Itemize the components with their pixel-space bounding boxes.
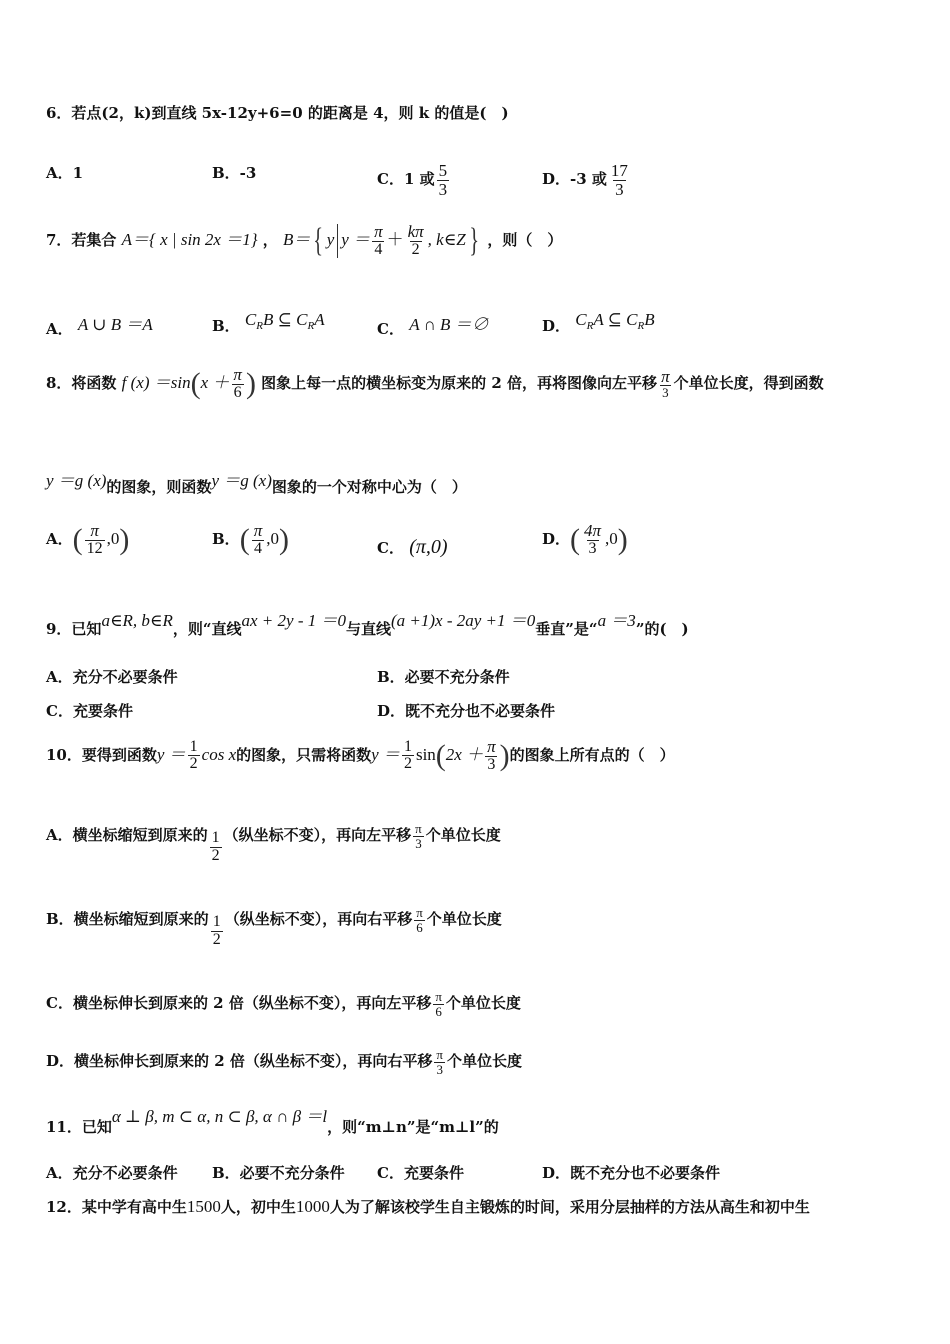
option-a-label: A． bbox=[46, 529, 73, 548]
q10-mid: 的图象，只需将函数 bbox=[236, 745, 372, 764]
option-d-label: D． bbox=[542, 317, 571, 335]
high-school-count: 1500 bbox=[186, 1197, 221, 1216]
fraction-pi-6 bbox=[231, 366, 244, 402]
left-paren: ( bbox=[435, 738, 446, 772]
fraction bbox=[609, 162, 630, 199]
numerator: 1 bbox=[211, 829, 220, 847]
numerator: π bbox=[416, 905, 423, 920]
fraction bbox=[582, 522, 603, 558]
fraction bbox=[85, 522, 105, 558]
question-9-stem bbox=[46, 606, 689, 639]
q9-t4: ”的( ) bbox=[635, 620, 689, 638]
numerator: 17 bbox=[610, 161, 628, 180]
numerator: π bbox=[253, 521, 263, 540]
q8-line2-tail: 图象的一个对称中心为（ ） bbox=[271, 478, 467, 496]
subscript-r: R bbox=[637, 320, 645, 332]
k-in-z: , k∈Z bbox=[427, 230, 466, 249]
fraction-pi bbox=[414, 906, 425, 934]
option-b: B．必要不充分条件 bbox=[377, 668, 510, 686]
fraction bbox=[252, 522, 265, 558]
option-b-text: B．横坐标缩短到原来的 bbox=[46, 910, 209, 929]
fraction-pi bbox=[433, 990, 444, 1018]
option-c-text: C．横坐标伸长到原来的 2 倍（纵坐标不变），再向左平移 bbox=[46, 994, 432, 1013]
option-c-label: C． bbox=[377, 539, 404, 557]
option-c-label: C． bbox=[377, 320, 404, 338]
q12-t1: 12．某中学有高中生 bbox=[46, 1198, 187, 1216]
question-8-options bbox=[46, 522, 926, 572]
left-paren: ( bbox=[72, 522, 83, 556]
x-plus: x ＋ bbox=[200, 372, 230, 392]
right-brace: } bbox=[469, 222, 479, 259]
denominator: 3 bbox=[662, 385, 669, 401]
option-a bbox=[46, 822, 501, 865]
left-paren: ( bbox=[570, 522, 581, 556]
option-b-mid: （纵坐标不变），再向右平移 bbox=[224, 910, 413, 929]
set-letter: A bbox=[314, 310, 325, 329]
question-6-stem: 6．若点(2，k)到直线 5x-12y+6=0 的距离是 4，则 k 的值是( ) bbox=[46, 104, 509, 122]
option-c-tail: 个单位长度 bbox=[445, 994, 521, 1013]
numerator: π bbox=[90, 521, 99, 540]
option-d bbox=[542, 522, 628, 558]
right-paren: ) bbox=[617, 522, 628, 556]
question-7-options bbox=[46, 306, 926, 336]
middle-school-count: 1000 bbox=[295, 1197, 330, 1216]
function-g: y ＝g (x) bbox=[46, 471, 107, 490]
fraction-pi bbox=[413, 822, 424, 850]
option-d-tail: 个单位长度 bbox=[446, 1052, 522, 1071]
numerator: 4π bbox=[584, 521, 602, 540]
numerator: 1 bbox=[189, 737, 198, 755]
q7-lead: 7．若集合 bbox=[46, 231, 117, 249]
q7-comma: ， bbox=[262, 231, 278, 249]
denominator: 6 bbox=[435, 1003, 442, 1019]
option-c-math: (π,0) bbox=[409, 536, 448, 558]
fraction-kpi-2 bbox=[406, 223, 426, 259]
option-d bbox=[46, 1048, 522, 1076]
option-a bbox=[46, 522, 129, 558]
numerator: π bbox=[374, 222, 383, 242]
numerator: kπ bbox=[407, 222, 424, 242]
denominator: 4 bbox=[374, 241, 383, 259]
q8-tail: 个单位长度，得到函数 bbox=[673, 373, 824, 392]
denominator: 3 bbox=[487, 755, 496, 773]
set-letter: B bbox=[644, 310, 655, 329]
denominator: 2 bbox=[403, 755, 412, 773]
option-b-label: B． bbox=[212, 529, 240, 548]
option-a-tail: 个单位长度 bbox=[425, 826, 501, 845]
option-a: A．充分不必要条件 bbox=[46, 1164, 178, 1182]
option-a-label: A． bbox=[46, 320, 73, 338]
q8-lead: 8．将函数 bbox=[46, 373, 117, 392]
denominator: 12 bbox=[86, 539, 103, 557]
q9-condition: a∈R, b∈R bbox=[101, 611, 173, 630]
option-c bbox=[377, 162, 451, 199]
subset-expression: B ⊆ C bbox=[263, 310, 308, 329]
denominator: 6 bbox=[416, 919, 423, 935]
option-d-text: D．横坐标伸长到原来的 2 倍（纵坐标不变），再向右平移 bbox=[46, 1052, 433, 1071]
set-a-expression: A＝{ x | sin 2x ＝1} bbox=[121, 230, 258, 249]
option-d-label: D．-3 或 bbox=[542, 170, 607, 188]
q9-t1: ，则“直线 bbox=[172, 620, 242, 638]
q9-lead: 9．已知 bbox=[46, 620, 102, 638]
numerator: π bbox=[487, 737, 496, 756]
numerator: 1 bbox=[403, 737, 412, 755]
option-a-math: A ∪ B ＝A bbox=[77, 315, 153, 334]
denominator: 3 bbox=[615, 179, 624, 199]
denominator: 4 bbox=[253, 539, 262, 557]
question-8-stem-line-2 bbox=[46, 466, 467, 497]
denominator: 2 bbox=[411, 241, 420, 259]
y2-lhs: y ＝ bbox=[371, 744, 400, 764]
q9-t2: 与直线 bbox=[346, 620, 392, 638]
q11-condition: α ⊥ β, m ⊂ α, n ⊂ β, α ∩ β ＝l bbox=[111, 1107, 328, 1126]
complement-c: C bbox=[575, 310, 587, 329]
numerator: π bbox=[661, 366, 670, 386]
question-11-stem bbox=[46, 1102, 499, 1137]
option-b-math bbox=[244, 310, 325, 332]
fraction-pi-3 bbox=[659, 368, 672, 400]
sin-function: sin bbox=[415, 744, 436, 764]
subscript-r: R bbox=[586, 320, 594, 332]
left-brace: { bbox=[313, 222, 324, 259]
option-c bbox=[377, 310, 489, 339]
option-a-mid: （纵坐标不变），再向左平移 bbox=[223, 826, 412, 845]
numerator: π bbox=[436, 1047, 443, 1062]
denominator: 2 bbox=[212, 930, 221, 948]
option-d bbox=[542, 162, 632, 199]
q8-line2-mid: 的图象，则函数 bbox=[106, 478, 212, 496]
option-a-text: A．横坐标缩短到原来的 bbox=[46, 826, 208, 845]
option-b-label: B． bbox=[212, 317, 240, 335]
q9-t3: 垂直”是“ bbox=[535, 620, 598, 638]
denominator: 3 bbox=[436, 1061, 443, 1077]
fraction-1-2 bbox=[188, 739, 200, 774]
fraction-1-2 bbox=[210, 830, 222, 865]
q11-lead: 11．已知 bbox=[46, 1118, 112, 1136]
option-c-math: A ∩ B ＝∅ bbox=[409, 315, 489, 334]
subscript-r: R bbox=[307, 320, 315, 332]
set-b-eq: y ＝ bbox=[341, 230, 371, 249]
option-a: A．1 bbox=[46, 164, 84, 182]
q12-t3: 人为了解该校学生自主锻炼的时间，采用分层抽样的方法从高生和初中生 bbox=[329, 1198, 810, 1216]
option-c: C．充要条件 bbox=[377, 1164, 464, 1182]
set-b-var: y bbox=[326, 230, 335, 249]
option-d bbox=[542, 310, 655, 336]
q11-tail: ，则“m⊥n”是“m⊥l”的 bbox=[327, 1118, 499, 1136]
subscript-r: R bbox=[256, 320, 263, 332]
left-paren: ( bbox=[190, 366, 201, 400]
denominator: 2 bbox=[211, 846, 220, 864]
numerator: π bbox=[435, 989, 442, 1004]
q8-mid: 图象上每一点的横坐标变为原来的 2 倍，再将图像向左平移 bbox=[261, 373, 658, 392]
option-c: C．充要条件 bbox=[46, 702, 133, 720]
option-b bbox=[212, 310, 325, 336]
q12-t2: 人，初中生 bbox=[220, 1198, 296, 1216]
option-b bbox=[46, 906, 502, 949]
numerator: π bbox=[233, 365, 242, 384]
fraction bbox=[437, 162, 450, 199]
option-c bbox=[377, 536, 448, 559]
q10-tail: 的图象上所有点的（ ） bbox=[509, 745, 675, 764]
line-2-equation: (a +1)x - 2ay +1 ＝0 bbox=[391, 611, 536, 630]
question-7-stem bbox=[46, 222, 562, 260]
numerator: 5 bbox=[438, 161, 448, 180]
y1-lhs: y ＝ bbox=[156, 744, 186, 764]
numerator: 1 bbox=[212, 913, 221, 931]
fraction-pi-4 bbox=[372, 223, 385, 259]
right-paren: ) bbox=[119, 522, 130, 556]
line-1-equation: ax + 2y - 1 ＝0 bbox=[241, 611, 346, 630]
right-paren: ) bbox=[499, 738, 510, 772]
right-paren: ) bbox=[278, 522, 289, 556]
subset-expression: A ⊆ C bbox=[593, 310, 638, 329]
function-f: f (x) ＝sin bbox=[121, 372, 191, 392]
option-d-rest: ,0 bbox=[605, 528, 618, 548]
a-equals-3: a ＝3 bbox=[597, 611, 636, 630]
inner-2x-plus: 2x ＋ bbox=[445, 744, 484, 764]
fraction-1-2 bbox=[211, 914, 223, 949]
set-divider bbox=[337, 224, 338, 258]
function-g-2: y ＝g (x) bbox=[211, 471, 272, 490]
option-b-rest: ,0 bbox=[266, 528, 279, 548]
q7-tail: ，则（ ） bbox=[487, 231, 563, 249]
option-c-label: C．1 或 bbox=[377, 170, 435, 188]
set-b-lead: B＝ bbox=[283, 230, 311, 249]
fraction-1-2 bbox=[402, 739, 414, 774]
complement-c: C bbox=[244, 310, 257, 329]
fraction-pi bbox=[434, 1048, 445, 1076]
question-10-stem bbox=[46, 738, 675, 774]
denominator: 3 bbox=[438, 179, 448, 199]
numerator: π bbox=[415, 821, 422, 836]
option-b: B．必要不充分条件 bbox=[212, 1164, 345, 1182]
option-a: A．充分不必要条件 bbox=[46, 668, 178, 686]
denominator: 2 bbox=[189, 755, 198, 773]
option-d: D．既不充分也不必要条件 bbox=[542, 1164, 721, 1182]
option-d-label: D． bbox=[542, 529, 571, 548]
plus-sign: ＋ bbox=[386, 230, 404, 249]
fraction-pi-3 bbox=[485, 738, 498, 774]
question-12-stem bbox=[46, 1196, 810, 1217]
question-8-stem-line-1 bbox=[46, 366, 824, 402]
option-c bbox=[46, 990, 521, 1018]
option-d: D．既不充分也不必要条件 bbox=[377, 702, 556, 720]
right-paren: ) bbox=[245, 366, 256, 400]
left-paren: ( bbox=[239, 522, 250, 556]
denominator: 6 bbox=[233, 383, 242, 401]
denominator: 3 bbox=[588, 539, 597, 557]
y1-rhs: cos x bbox=[201, 744, 237, 764]
option-b-tail: 个单位长度 bbox=[426, 910, 502, 929]
option-b bbox=[212, 522, 289, 558]
q10-lead: 10．要得到函数 bbox=[46, 745, 157, 764]
option-a bbox=[46, 310, 153, 339]
option-a-rest: ,0 bbox=[106, 528, 120, 548]
denominator: 3 bbox=[415, 835, 422, 851]
option-b: B．-3 bbox=[212, 164, 257, 182]
option-d-math bbox=[575, 310, 655, 332]
question-6-options bbox=[46, 138, 926, 199]
